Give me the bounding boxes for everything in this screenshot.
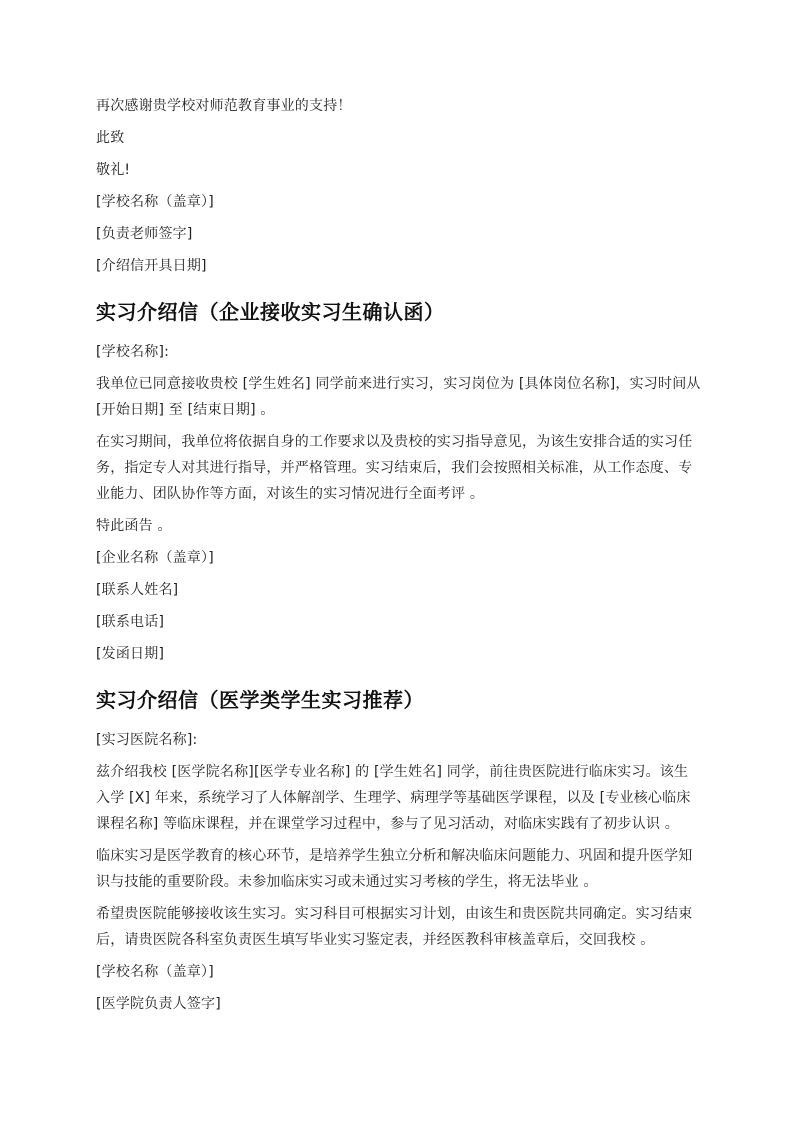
- medical-paragraph-2: 临床实习是医学教育的核心环节，是培养学生独立分析和解决临床问题能力、巩固和提升医学知识与技能的重要阶段。未参加临床实习或未通过实习考核的学生，将无法毕业 。: [96, 848, 693, 890]
- medical-section-title: 实习介绍信（医学类学生实习推荐）: [96, 688, 424, 712]
- enterprise-addressee: [学校名称]:: [96, 344, 170, 360]
- issue-date-placeholder: [介绍信开具日期]: [96, 258, 207, 274]
- company-seal-placeholder: [企业名称（盖章）]: [96, 550, 214, 566]
- salutation-cizhi: 此致: [96, 130, 125, 146]
- contact-name-placeholder: [联系人姓名]: [96, 582, 179, 598]
- enterprise-paragraph-1: 我单位已同意接收贵校 [学生姓名] 同学前来进行实习，实习岗位为 [具体岗位名称]，实习时间从 [开始日期] 至 [结束日期] 。: [96, 376, 701, 418]
- enterprise-section-title: 实习介绍信（企业接收实习生确认函）: [96, 300, 445, 324]
- teacher-signature-placeholder: [负责老师签字]: [96, 226, 193, 242]
- medical-addressee: [实习医院名称]:: [96, 732, 198, 748]
- send-date-placeholder: [发函日期]: [96, 646, 165, 662]
- document-page: [96, 93, 702, 1023]
- contact-phone-placeholder: [联系电话]: [96, 614, 165, 630]
- medical-paragraph-3: 希望贵医院能够接收该生实习。实习科目可根据实习计划，由该生和贵医院共同确定。实习结束后，请贵医院各科室负责医生填写毕业实习鉴定表，并经医教科审核盖章后，交回我校 。: [96, 906, 693, 948]
- enterprise-paragraph-2: 在实习期间，我单位将依据自身的工作要求以及贵校的实习指导意见，为该生安排合适的实习任务，指定专人对其进行指导，并严格管理。实习结束后，我们会按照相关标准，从工作态度、专业能力、团队协作等方面，对该生的实习情况进行全面考评 。: [96, 434, 693, 502]
- school-seal-placeholder: [学校名称（盖章）]: [96, 194, 214, 210]
- salutation-jingli: 敬礼!: [96, 162, 131, 178]
- medical-school-seal-placeholder: [学校名称（盖章）]: [96, 964, 214, 980]
- medical-paragraph-1: 兹介绍我校 [医学院名称][医学专业名称] 的 [学生姓名] 同学，前往贵医院进行临床实习。该生入学 [X] 年来，系统学习了人体解剖学、生理学、病理学等基础医学课程，以及 [专业核心临床课程名称] 等临床课程，并在课堂学习过程中，参与了见习活动，对临床实践有了初步认识 。: [96, 764, 691, 832]
- enterprise-closing: 特此函告 。: [96, 518, 172, 534]
- thanks-line: 再次感谢贵学校对师范教育事业的支持！: [96, 98, 352, 114]
- dean-signature-placeholder: [医学院负责人签字]: [96, 996, 221, 1012]
